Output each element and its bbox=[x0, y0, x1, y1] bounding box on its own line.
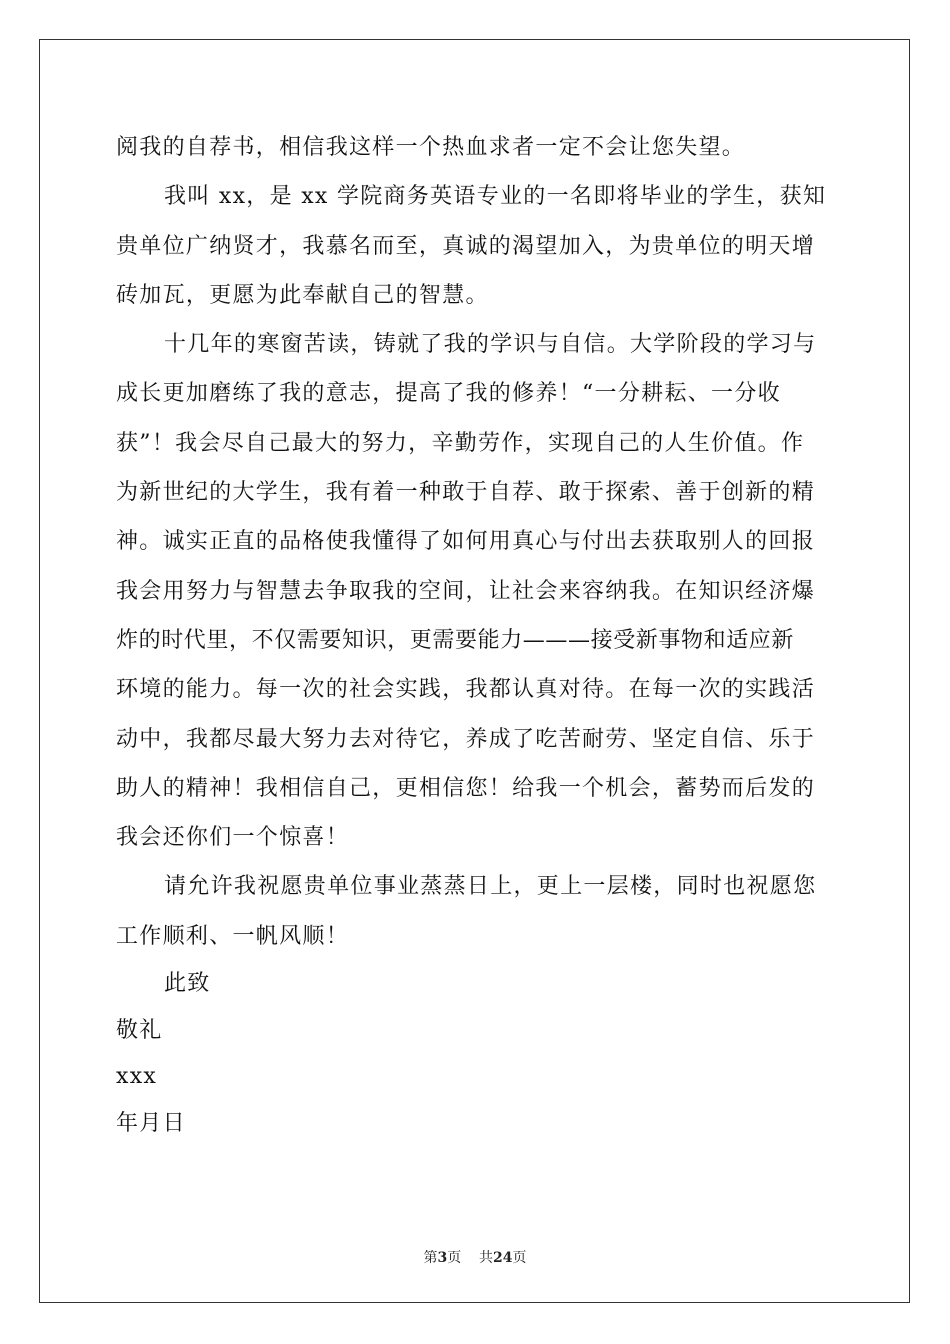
text-line: 成长更加磨练了我的意志，提高了我的修养！“一分耕耘、一分收 bbox=[116, 381, 781, 407]
signature-name: xxx bbox=[116, 1064, 158, 1090]
text-line: 神。诚实正直的品格使我懂得了如何用真心与付出去获取别人的回报 bbox=[116, 529, 816, 555]
letter-body bbox=[116, 123, 836, 1147]
closing-regards: 敬礼 bbox=[116, 1017, 163, 1043]
total-suffix: 页 bbox=[512, 1250, 527, 1266]
total-prefix: 共 bbox=[479, 1250, 494, 1266]
text-line: 炸的时代里，不仅需要知识，更需要能力———接受新事物和适应新 bbox=[116, 627, 795, 653]
text-line: 工作顺利、一帆风顺！ bbox=[116, 923, 350, 949]
text-line: 为新世纪的大学生，我有着一种敢于自荐、敢于探索、善于创新的精 bbox=[116, 480, 816, 506]
text-line: 砖加瓦，更愿为此奉献自己的智慧。 bbox=[116, 282, 489, 308]
text-line: 十几年的寒窗苦读，铸就了我的学识与自信。大学阶段的学习与 bbox=[164, 332, 817, 358]
page-footer bbox=[0, 1247, 950, 1267]
signature-date: 年月日 bbox=[116, 1110, 186, 1136]
text-line: 我会用努力与智慧去争取我的空间，让社会来容纳我。在知识经济爆 bbox=[116, 578, 816, 604]
page-number: 3 bbox=[437, 1250, 448, 1266]
text-line: 动中，我都尽最大努力去对待它，养成了吃苦耐劳、坚定自信、乐于 bbox=[116, 726, 816, 752]
closing-salutation: 此致 bbox=[164, 971, 211, 997]
text-line: 环境的能力。每一次的社会实践，我都认真对待。在每一次的实践活 bbox=[116, 677, 816, 703]
text-line: 我叫 xx，是 xx 学院商务英语专业的一名即将毕业的学生，获知 bbox=[164, 184, 827, 210]
text-line: 助人的精神！我相信自己，更相信您！给我一个机会，蓄势而后发的 bbox=[116, 775, 816, 801]
text-line: 我会还你们一个惊喜！ bbox=[116, 825, 350, 851]
text-line: 贵单位广纳贤才，我慕名而至，真诚的渴望加入，为贵单位的明天增 bbox=[116, 233, 816, 259]
page-prefix: 第 bbox=[423, 1250, 438, 1266]
text-line: 获”！我会尽自己最大的努力，辛勤劳作，实现自己的人生价值。作 bbox=[116, 430, 805, 456]
text-line: 阅我的自荐书，相信我这样一个热血求者一定不会让您失望。 bbox=[116, 135, 746, 160]
text-line: 请允许我祝愿贵单位事业蒸蒸日上，更上一层楼，同时也祝愿您 bbox=[164, 874, 817, 900]
page-suffix: 页 bbox=[447, 1250, 462, 1266]
total-pages: 24 bbox=[493, 1250, 513, 1266]
